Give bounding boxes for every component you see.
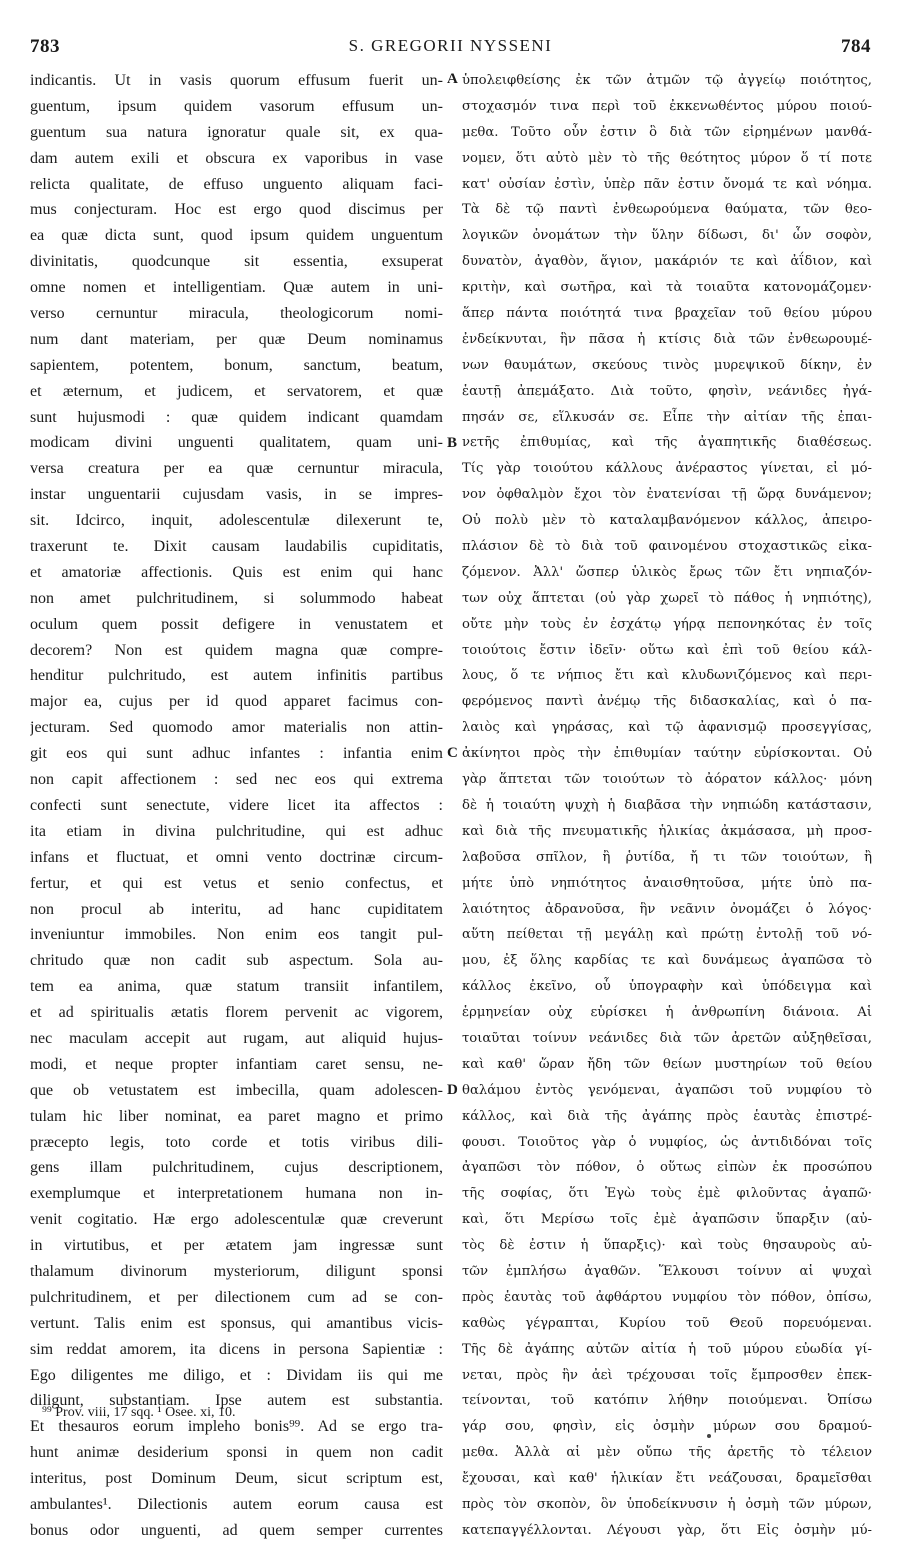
greek-line: λαβοῦσα σπῖλον, ἢ ῥυτίδα, ἤ τι τῶν τοιούτων, ἢ [462, 849, 872, 865]
greek-line: μήτε ὑπὸ νηπιότητος ἀναισθητοῦσα, μήτε ὑπὸ πα- [462, 875, 872, 891]
greek-line: τείνονται, τοῦ κατόπιν λήθην ποιούμεναι. Ὀπίσω [462, 1393, 872, 1409]
latin-line: modi, et neque propter infantiam caret sensu, ne- [30, 1055, 443, 1073]
latin-line: ambulantes¹. Dilectionis autem eorum causa est [30, 1495, 443, 1513]
latin-line: ita etiam in divina pulchritudine, qui est adhuc [30, 822, 443, 840]
latin-line: jecturam. Sed quomodo amor materialis non attin- [30, 719, 443, 737]
greek-line: νεται, πρὸς ἣν ἀεὶ τρέχουσαι τοῖς ἔμπροσθεν ἐπεκ- [462, 1367, 872, 1383]
greek-line: πλάσιον δὲ τὸ διὰ τοῦ φαινομένου στοχαστικῶς εἰκα- [462, 539, 872, 555]
greek-column [462, 68, 872, 1544]
greek-line: καθὼς γέγραπται, Κυρίου τοῦ Θεοῦ πορευόμεναι. [462, 1315, 872, 1331]
latin-line: decorem? Non est quidem magna quæ compre- [30, 641, 443, 659]
latin-line: et æternum, et judicem, et servatorem, et quæ [30, 382, 443, 400]
greek-line: καὶ καθ' ὥραν ἤδη τῶν θείων μυστηρίων τοῦ θείου [462, 1056, 872, 1072]
greek-line: αὕτη πείθεται τῇ μεγάλῃ καὶ πρώτῃ ἐντολῇ τοῦ νό- [462, 927, 872, 943]
greek-line: ὑπολειφθείσης ἐκ τῶν ἀτμῶν τῷ ἀγγείῳ ποιότητος, [462, 73, 872, 88]
greek-line: ἐνδείκνυται, ἣν πᾶσα ἡ κτίσις διὰ τῶν ἐνθεωρουμέ- [462, 331, 872, 347]
greek-line: κατεπαγγέλλονται. Λέγουσι γὰρ, ὅτι Εἰς ὀσμὴν μύ- [462, 1522, 872, 1538]
greek-line: νων θαυμάτων, σκεύους τινὸς μυρεψικοῦ δίκην, ἐν [462, 357, 872, 373]
latin-line: divinitatis, quodcunque sit essentia, exsuperat [30, 253, 443, 271]
page-number-left: 783 [30, 36, 60, 57]
greek-line: λογικῶν ὀνομάτων τὴν ὕλην δίδωσι, δι' ὧν σοφὸν, [462, 228, 872, 244]
greek-line: μεθα. Ἀλλὰ αἱ μὲν οὔπω τῆς ἀρετῆς τὸ τέλειον [462, 1445, 872, 1461]
latin-line: traxerunt te. Dixit causam laudabilis cupiditatis, [30, 538, 443, 556]
latin-line: git eos qui sunt adhuc infantes : infantia enim [30, 745, 443, 763]
greek-line: πρὸς ἑαυτὰς τοῦ ἀφθάρτου νυμφίου τὸν πόθον, ὀπίσω, [462, 1289, 872, 1305]
greek-line: φουσι. Τοιοῦτος γὰρ ὁ νυμφίος, ὡς ἀντιδιδόναι τοῖς [462, 1134, 872, 1150]
latin-line: oculum quem possit defigere in venustatem et [30, 615, 443, 633]
greek-line: Τῆς δὲ ἀγάπης αὐτῶν αἰτία ἡ τοῦ μύρου εὐωδία γί- [462, 1341, 872, 1357]
greek-line: ἀκίνητοι πρὸς τὴν ἐπιθυμίαν ταύτην εὑρίσκονται. Οὐ [462, 746, 872, 762]
latin-line: versa creatura per ea quæ cernuntur miracula, [30, 460, 443, 478]
greek-line: τῶν ἐμπλήσω ἀγαθῶν. Ἕλκουσι τοίνυν αἱ ψυχαὶ [462, 1263, 872, 1279]
latin-line: et ad spiritualis ætatis florem pervenit ac vigorem, [30, 1004, 443, 1022]
greek-line: ζόμενον. Ἀλλ' ὥσπερ ὑλικὸς ἔρως τῶν ἔτι νηπιαζόν- [462, 564, 872, 580]
latin-line: pulchritudinem, et per dilectionem cum ad se con- [30, 1288, 443, 1306]
margin-letter-d: D [447, 1082, 458, 1098]
latin-line: tulam hic liber nominat, ea paret magno et primo [30, 1107, 443, 1125]
greek-line: τὸς δὲ ἐστιν ἡ ὕπαρξις)· καὶ τοὺς θησαυροὺς αὐ- [462, 1238, 872, 1254]
latin-line: venit cogitatio. Hæ ergo adolescentulæ quæ creverunt [30, 1211, 443, 1229]
latin-line: thalamum divinorum mysteriorum, diligunt sponsi [30, 1262, 443, 1280]
greek-line: πησάν σε, εἵλκυσάν σε. Εἶπε τὴν αἰτίαν τῆς ἐπαι- [462, 409, 872, 425]
latin-line: num dant materiam, per quæ Deum nominamus [30, 330, 443, 348]
latin-line: non amet pulchritudinem, si solummodo habeat [30, 589, 443, 607]
greek-line: ἅπερ πάντα ποιότητά τινα βραχεῖαν τοῦ θείου μύρου [462, 306, 872, 322]
greek-line: κάλλος, καὶ διὰ τῆς ἀγάπης πρὸς ἑαυτὰς ἐπιστρέ- [462, 1108, 872, 1124]
greek-line: κατ' οὐσίαν ἐστὶν, ὑπὲρ πᾶν ἐστιν ὄνομά τε καὶ νόημα. [462, 176, 872, 192]
latin-line: guentum, ipsum quidem vasorum effusum un- [30, 97, 443, 115]
latin-line: exemplumque et interpretationem humana non in- [30, 1185, 443, 1203]
latin-line: gens illam pulchritudinem, cujus descriptionem, [30, 1159, 443, 1177]
greek-line: τῆς σοφίας, ὅτι Ἐγὼ τοὺς ἐμὲ φιλοῦντας ἀγαπῶ· [462, 1186, 872, 1202]
greek-line: νομεν, ὅτι αὐτὸ μὲν τὸ τῆς θεότητος μύρον ὅ τί ποτε [462, 150, 872, 166]
latin-line: sit. Idcirco, inquit, adolescentulæ dilexerunt te, [30, 512, 443, 530]
running-head: S. GREGORII NYSSENI [348, 36, 553, 55]
latin-line: Et thesauros eorum impleho bonis⁹⁹. Ad se ergo tra- [30, 1418, 443, 1436]
latin-line: et amatoriæ affectionis. Quis est enim qui hanc [30, 563, 443, 581]
greek-line: γάρ σου, φησὶν, εἰς ὀσμὴν μύρων σου δραμού- [462, 1419, 872, 1435]
greek-line: θαλάμου ἐντὸς γενόμεναι, ἀγαπῶσι τοῦ νυμφίου τὸ [462, 1082, 872, 1098]
latin-line: inveniuntur immobiles. Non enim eos tangit pul- [30, 926, 443, 944]
greek-line: δὲ ἡ τοιαύτη ψυχὴ ἡ διαβᾶσα τὴν νηπιώδη κατάστασιν, [462, 797, 872, 813]
greek-line: ἔχουσαι, καὶ καθ' ἡλικίαν ἔτι νεάζουσαι, δραμεῖσθαι [462, 1471, 872, 1487]
latin-line: Ego diligentes me diligo, et : Dividam iis qui me [30, 1366, 443, 1384]
latin-line: guentum sua natura ignoratur quale sit, ex qua- [30, 123, 443, 141]
latin-line: nec maculam accepit aut rugam, aut aliquid hujus- [30, 1029, 443, 1047]
margin-letter-a: A [447, 71, 458, 87]
greek-line: Τίς γὰρ τοιούτου κάλλους ἀνέραστος γίνεται, εἰ μό- [462, 461, 872, 477]
margin-letter-b: B [447, 435, 458, 451]
greek-line: ἑαυτῇ ἀπεμάξατο. Διὰ τοῦτο, φησὶν, νεάνιδες ἠγά- [462, 383, 872, 399]
latin-line: major ea, cujus per id quod apparet facimus con- [30, 693, 443, 711]
latin-line: chritudo quæ non cadit sub aspectum. Sola au- [30, 952, 443, 970]
greek-line: οὔτε μὴν τοὺς ἐν ἐσχάτῳ γήρᾳ πεπονηκότας ἐν τοῖς [462, 616, 872, 632]
greek-line: φερόμενος παντὶ ἀνέμῳ τῆς διδασκαλίας, καὶ ὁ πα- [462, 694, 872, 710]
greek-line: Τὰ δὲ τῷ παντὶ ἐνθεωρούμενα θαύματα, τῶν θεο- [462, 202, 872, 218]
latin-line: in virtutibus, et per ætatem jam ingressæ sunt [30, 1237, 443, 1255]
greek-line: ἑρμηνείαν οὐχ εὑρίσκει ἡ ἀνθρωπίνη διάνοια. Αἱ [462, 1005, 872, 1021]
latin-line: omne nomen et intelligentiam. Quæ autem in uni- [30, 279, 443, 297]
latin-line: bonus odor unguenti, ad quem semper currentes [30, 1521, 443, 1539]
latin-line: mus conjecturam. Hoc est ergo quod discimus per [30, 201, 443, 219]
greek-line: στοχασμόν τινα περὶ τοῦ ἐκκενωθέντος μύρου ποιού- [462, 98, 872, 114]
printer-dot [707, 1434, 711, 1438]
latin-line: verso cernuntur miracula, theologicorum nomi- [30, 305, 443, 323]
greek-line: λαιὸς καὶ γηράσας, καὶ τῷ ἀφανισμῷ προσεγγίσας, [462, 720, 872, 736]
latin-line: vertunt. Talis enim est sponsus, qui amantibus vicis- [30, 1314, 443, 1332]
greek-line: νον ὀφθαλμὸν ἔχοι τὸν ἐνατενίσαι τῇ ὥρᾳ δυνάμενον; [462, 487, 872, 503]
greek-line: δυνατὸν, ἀγαθὸν, ἅγιον, μακάριόν τε καὶ ἀΐδιον, καὶ [462, 254, 872, 270]
latin-line: diligunt, substantiam. Ipse autem est substantia. [30, 1392, 443, 1410]
footnotes: ⁹⁹ Prov. viii, 17 sqq. ¹ Osee. xi, 10. [42, 1405, 236, 1420]
latin-line: non capit affectionem : sed nec eos qui extrema [30, 771, 443, 789]
greek-line: κάλλος ἐκεῖνο, οὗ ὑπογραφὴν καὶ ὑπόδειγμα καὶ [462, 979, 872, 995]
greek-line: γὰρ ἅπτεται τῶν τοιούτων τὸ ἀόρατον κάλλος· μόνη [462, 772, 872, 788]
greek-line: Οὐ πολὺ μὲν τὸ καταλαμβανόμενον κάλλος, ἀπειρο- [462, 513, 872, 529]
greek-line: τοιούτοις ἔστιν ἰδεῖν· οὕτω καὶ ἐπὶ τοῦ θείου κάλ- [462, 642, 872, 658]
latin-line: infans et fluctuat, et omni vento doctrinæ circum- [30, 848, 443, 866]
greek-line: καὶ διὰ τῆς πνευματικῆς ἡλικίας ἀκμάσασα, μὴ προσ- [462, 823, 872, 839]
greek-line: νετῆς ἐπιθυμίας, καὶ τῆς ἀγαπητικῆς διαθέσεως. [462, 435, 872, 451]
latin-line: sapientem, potentem, bonum, sanctum, beatum, [30, 356, 443, 374]
latin-line: ea quæ dicta sunt, quod ipsum quidem unguentum [30, 227, 443, 245]
latin-line: sunt hujusmodi : quæ quidem indicant quamdam [30, 408, 443, 426]
latin-line: dam autem exili et obscura ex vaporibus in vase [30, 149, 443, 167]
greek-line: ἀγαπῶσι τὸν πόθον, ὁ οὕτως εἰπὼν ἐκ προσώπου [462, 1160, 872, 1176]
greek-line: καὶ, ὅτι Μερίσω τοῖς ἐμὲ ἀγαπῶσιν ὕπαρξιν (αὐ- [462, 1212, 872, 1228]
greek-line: πρὸς τὸν σκοπὸν, ὃν ὑποδείκνυσιν ἡ ὀσμὴ τῶν μύρων, [462, 1496, 872, 1512]
latin-line: que ob vetustatem est imbecilla, quam adolescen- [30, 1081, 443, 1099]
latin-line: hunt animæ desiderium sponsi in quem non cadit [30, 1444, 443, 1462]
greek-line: μου, ἐξ ὅλης καρδίας τε καὶ δυνάμεως ἀγαπῶσα τὸ [462, 953, 872, 969]
latin-line: tem ea anima, quæ statum transiit infantilem, [30, 978, 443, 996]
latin-line: fertur, et qui est vetus et senio confectus, et [30, 874, 443, 892]
page-number-right: 784 [841, 36, 871, 57]
latin-line: confecti sunt senectute, videre licet ita affectos : [30, 796, 443, 814]
latin-column [30, 68, 443, 1544]
greek-line: τοιαῦται τοίνυν νεάνιδες διὰ τῶν ἀρετῶν αὐξηθεῖσαι, [462, 1030, 872, 1046]
latin-line: instar unguentarii cujusdam vasis, in se impres- [30, 486, 443, 504]
greek-line: κριτὴν, καὶ σωτῆρα, καὶ τὰ τοιαῦτα κατονομάζομεν· [462, 280, 872, 296]
greek-line: μεθα. Τοῦτο οὖν ἐστιν ὃ διὰ τῶν εἰρημένων μανθά- [462, 124, 872, 140]
greek-line: λους, ὅ τε νήπιος ἔτι καὶ κλυδωνιζόμενος καὶ περι- [462, 668, 872, 684]
greek-line: των οὐχ ἅπτεται (οὐ γὰρ χωρεῖ τὸ πάθος ἡ νηπιότης), [462, 590, 872, 606]
latin-line: præcepto legis, toto corde et totis viribus dili- [30, 1133, 443, 1151]
latin-line: relicta qualitate, de effuso unguento aliquam faci- [30, 175, 443, 193]
greek-line: λαιότητος ἀδρανοῦσα, ἣν νεᾶνιν ὀνομάζει ὁ λόγος· [462, 901, 872, 917]
latin-line: sim reddat amorem, ita dicens in persona Sapientiæ : [30, 1340, 443, 1358]
latin-line: non procul ab interitu, ad hanc cupiditatem [30, 900, 443, 918]
latin-line: modicam divini unguenti qualitatem, quam uni- [30, 434, 443, 452]
margin-letter-c: C [447, 745, 458, 761]
latin-line: henditur pulchritudo, est autem infinitis partibus [30, 667, 443, 685]
latin-line: indicantis. Ut in vasis quorum effusum fuerit un- [30, 72, 443, 89]
latin-line: interitus, post Dominum Deum, sicut scriptum est, [30, 1470, 443, 1488]
